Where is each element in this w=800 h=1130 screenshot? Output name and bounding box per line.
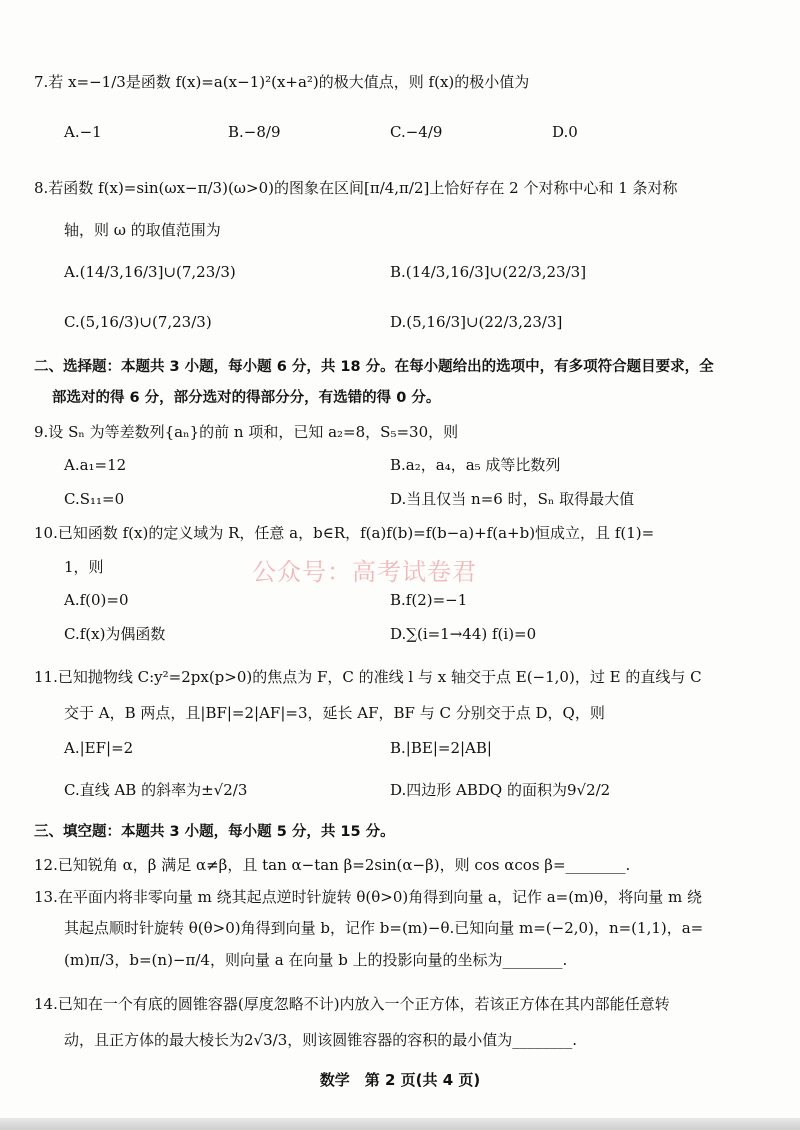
q14-line2: 动，且正方体的最大棱长为2√3/3，则该圆锥容器的容积的最小值为________. — [64, 1031, 578, 1049]
q8-stem-line1: 8.若函数 f(x)=sin(ωx−π/3)(ω>0)的图象在区间[π/4,π/2]上恰好存在 2 个对称中心和 1 条对称 — [34, 179, 678, 197]
q7-option-b: B.−8/9 — [228, 123, 281, 141]
q7-option-a: A.−1 — [64, 123, 102, 141]
q8-option-b: B.(14/3,16/3]∪(22/3,23/3] — [390, 263, 587, 281]
q13-line3: (m)π/3，b=(n)−π/4，则向量 a 在向量 b 上的投影向量的坐标为________. — [64, 951, 568, 969]
section2-heading-line2: 部选对的得 6 分，部分选对的得部分分，有选错的得 0 分。 — [52, 390, 441, 406]
q10-stem-line1: 10.已知函数 f(x)的定义域为 R，任意 a，b∈R，f(a)f(b)=f(b−a)+f(a+b)恒成立，且 f(1)= — [34, 524, 655, 542]
q7-option-d: D.0 — [552, 123, 578, 141]
q13-line2: 其起点顺时针旋转 θ(θ>0)角得到向量 b，记作 b=(m)−θ.已知向量 m=(−2,0)，n=(1,1)，a= — [64, 919, 704, 937]
q10-option-c: C.f(x)为偶函数 — [64, 625, 166, 643]
q9-option-b: B.a₂，a₄，a₅ 成等比数列 — [390, 456, 561, 474]
q11-option-c: C.直线 AB 的斜率为±√2/3 — [64, 781, 248, 799]
q12-stem: 12.已知锐角 α，β 满足 α≠β，且 tan α−tan β=2sin(α−β)，则 cos αcos β=________. — [34, 856, 631, 874]
q11-stem-line2: 交于 A，B 两点，且|BF|=2|AF|=3，延长 AF，BF 与 C 分别交于点 D，Q，则 — [64, 704, 605, 722]
q8-option-d: D.(5,16/3]∪(22/3,23/3] — [390, 313, 563, 331]
q10-option-d: D.∑(i=1→44) f(i)=0 — [390, 625, 537, 643]
q11-option-a: A.|EF|=2 — [64, 739, 134, 757]
q10-stem-line2: 1，则 — [64, 558, 104, 576]
q9-option-a: A.a₁=12 — [64, 456, 127, 474]
page-footer: 数学 第 2 页(共 4 页) — [319, 1071, 481, 1089]
q11-option-b: B.|BE|=2|AB| — [390, 739, 492, 757]
q7-option-c: C.−4/9 — [390, 123, 443, 141]
q11-option-d: D.四边形 ABDQ 的面积为9√2/2 — [390, 781, 611, 799]
q10-option-b: B.f(2)=−1 — [390, 591, 468, 609]
scan-bottom-edge — [0, 1118, 800, 1130]
q11-stem-line1: 11.已知抛物线 C:y²=2px(p>0)的焦点为 F，C 的准线 l 与 x 轴交于点 E(−1,0)，过 E 的直线与 C — [34, 668, 702, 686]
q10-option-a: A.f(0)=0 — [64, 591, 129, 609]
watermark-text: 公众号：高考试卷君 — [252, 558, 477, 586]
q8-option-a: A.(14/3,16/3]∪(7,23/3) — [64, 263, 236, 281]
section3-heading: 三、填空题：本题共 3 小题，每小题 5 分，共 15 分。 — [34, 824, 395, 840]
q9-option-c: C.S₁₁=0 — [64, 490, 125, 508]
q9-option-d: D.当且仅当 n=6 时，Sₙ 取得最大值 — [390, 490, 635, 508]
q7-stem: 7.若 x=−1/3是函数 f(x)=a(x−1)²(x+a²)的极大值点，则 f(x)的极小值为 — [34, 73, 530, 91]
q8-option-c: C.(5,16/3)∪(7,23/3) — [64, 313, 212, 331]
q9-stem: 9.设 Sₙ 为等差数列{aₙ}的前 n 项和，已知 a₂=8，S₅=30，则 — [34, 423, 459, 441]
section2-heading-line1: 二、选择题：本题共 3 小题，每小题 6 分，共 18 分。在每小题给出的选项中，有多项符合题目要求，全 — [34, 359, 714, 375]
q8-stem-line2: 轴，则 ω 的取值范围为 — [64, 221, 221, 239]
q13-line1: 13.在平面内将非零向量 m 绕其起点逆时针旋转 θ(θ>0)角得到向量 a，记作 a=(m)θ，将向量 m 绕 — [34, 888, 702, 906]
q14-line1: 14.已知在一个有底的圆锥容器(厚度忽略不计)内放入一个正方体，若该正方体在其内部能任意转 — [34, 995, 670, 1013]
